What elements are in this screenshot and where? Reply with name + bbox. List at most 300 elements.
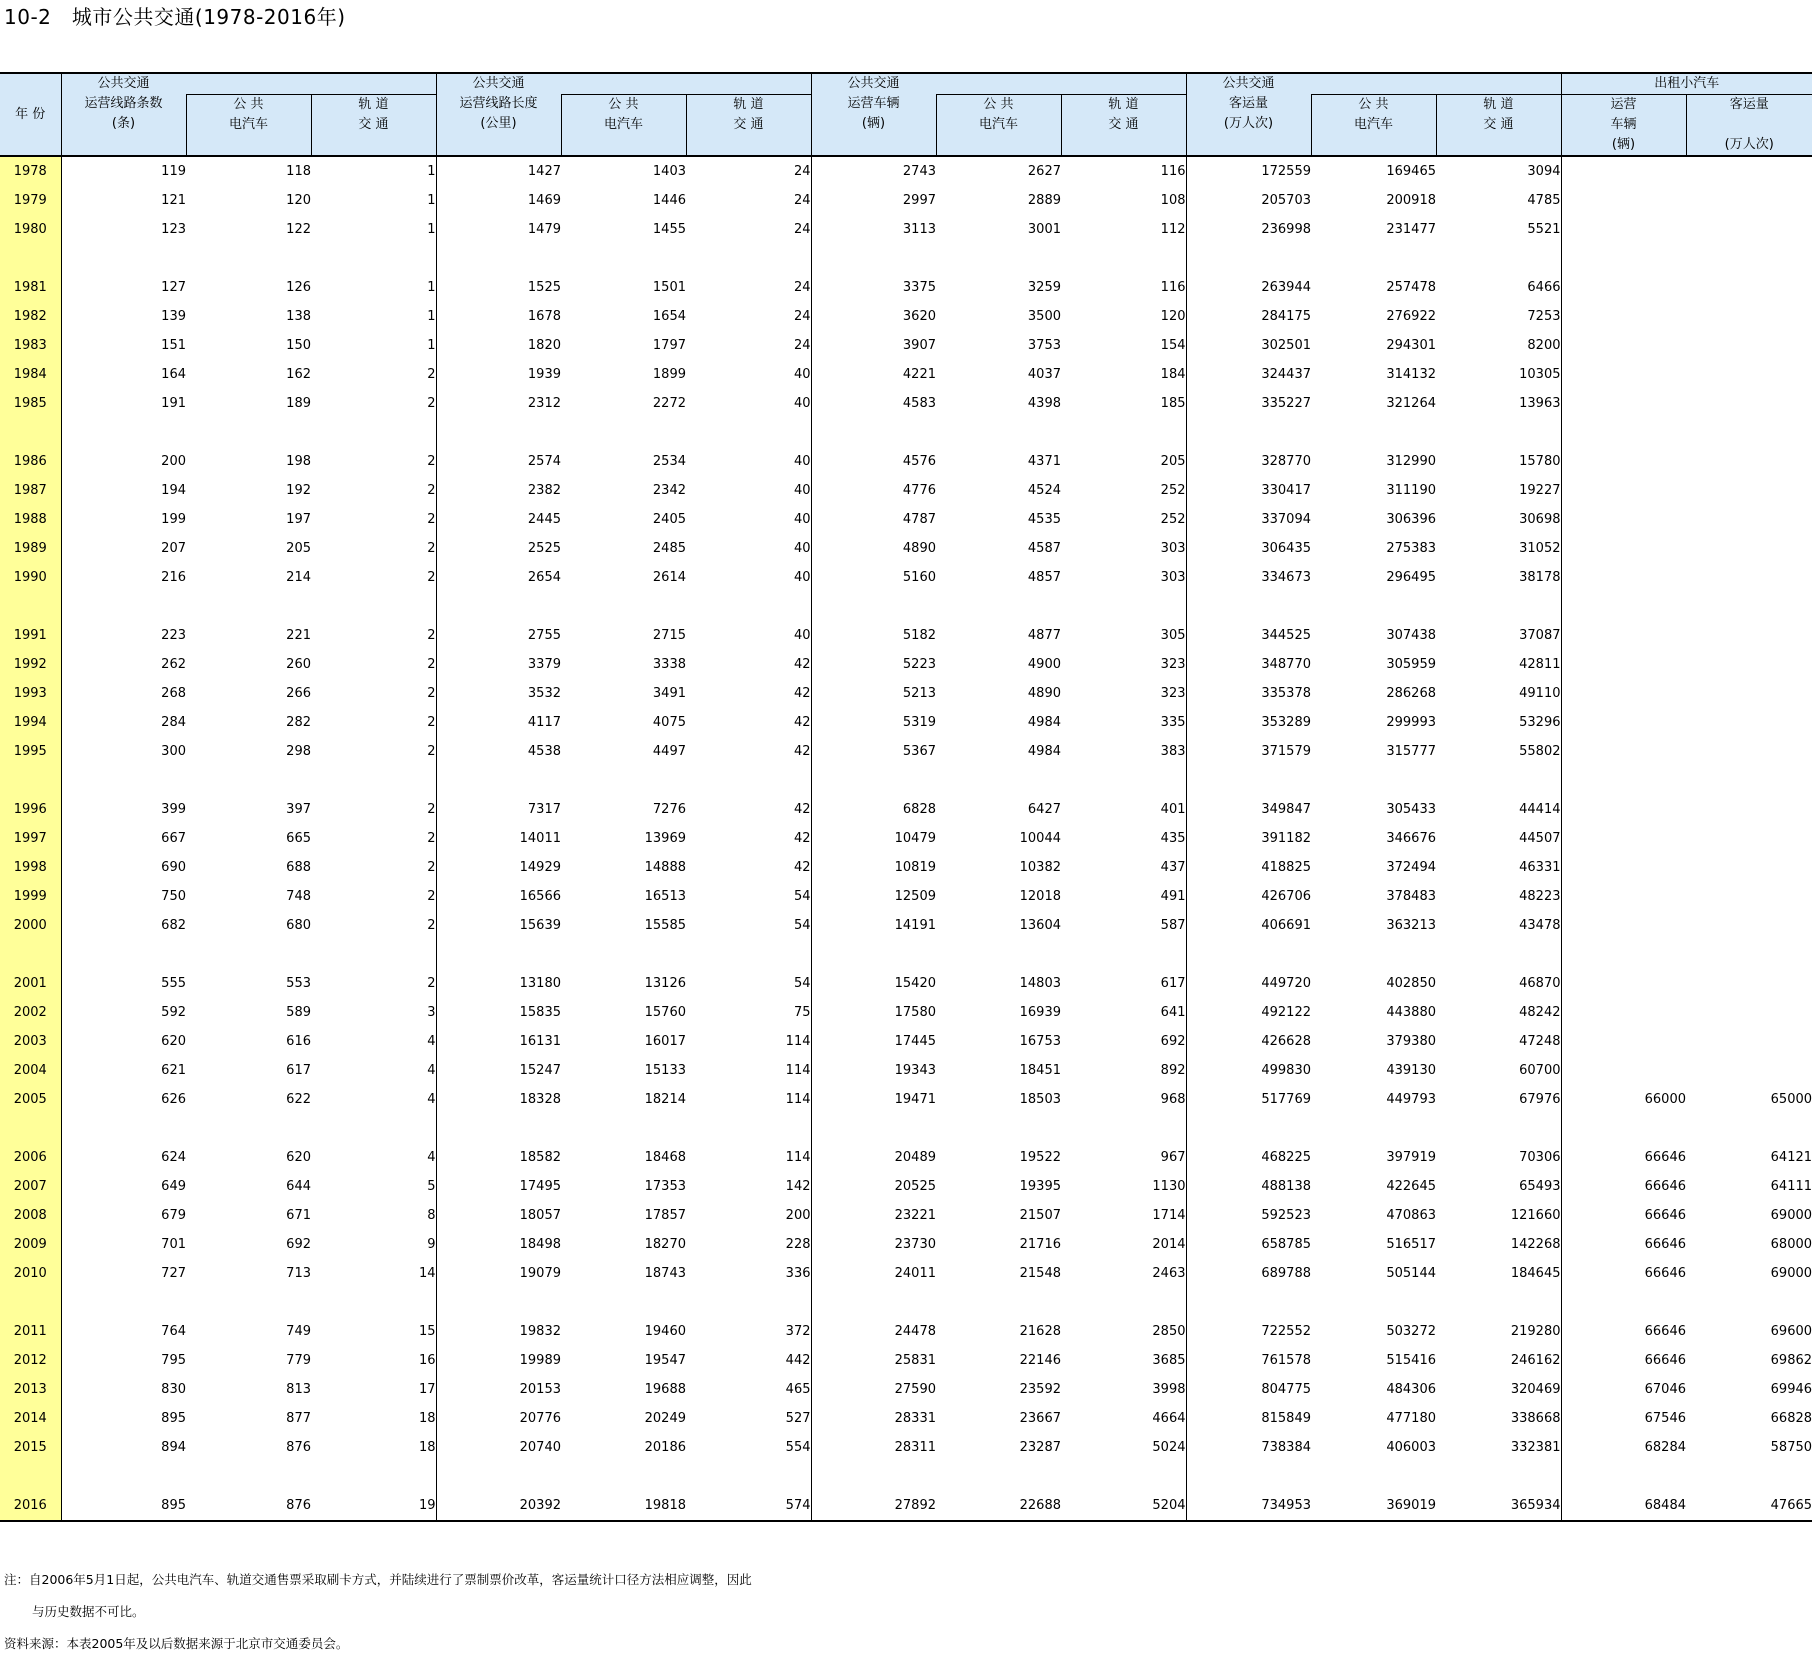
value-cell: 4576 [811, 447, 936, 476]
value-cell: 1501 [652, 280, 686, 295]
year-cell: 2016 [0, 1491, 61, 1521]
col-passengers-total-header: 公共交通 客运量 (万人次) [1186, 73, 1311, 156]
value-cell: 1 [427, 338, 436, 353]
year-cell: 1997 [0, 824, 61, 853]
spacer-cell [186, 1114, 311, 1143]
value-cell: 1446 [652, 193, 686, 208]
value-cell: 527 [785, 1411, 811, 1426]
value-cell: 426706 [1186, 882, 1311, 911]
table-row [0, 621, 1812, 650]
value-cell [1686, 534, 1812, 563]
note-line-2: 与历史数据不可比。 [32, 1604, 145, 1619]
value-cell: 4221 [811, 360, 936, 389]
value-cell [1561, 215, 1686, 244]
spacer-row [0, 1288, 1812, 1317]
value-cell: 314132 [1386, 367, 1436, 382]
col-passengers-rail-header: 轨 道 交 通 [1436, 95, 1561, 157]
value-cell: 42 [793, 802, 811, 817]
table-row [0, 911, 1812, 940]
value-cell: 620 [61, 1027, 186, 1056]
value-cell [1561, 969, 1686, 998]
spacer-cell [1561, 592, 1686, 621]
value-cell: 503272 [1386, 1324, 1436, 1339]
value-cell [1561, 360, 1686, 389]
value-cell: 49110 [1519, 686, 1561, 701]
spacer-cell [61, 766, 186, 795]
value-cell: 75 [793, 1005, 811, 1020]
value-cell: 4787 [811, 505, 936, 534]
value-cell: 484306 [1386, 1382, 1436, 1397]
spacer-cell [186, 418, 311, 447]
table-row [0, 1404, 1812, 1433]
value-cell: 1479 [436, 215, 561, 244]
value-cell: 346676 [1386, 831, 1436, 846]
spacer-row [0, 766, 1812, 795]
value-cell: 616 [286, 1034, 311, 1049]
value-cell: 4900 [1027, 657, 1061, 672]
value-cell: 1899 [652, 367, 686, 382]
value-cell: 4785 [1527, 193, 1561, 208]
spacer-cell [436, 1114, 561, 1143]
value-cell: 48223 [1519, 889, 1561, 904]
year-cell: 2006 [0, 1143, 61, 1172]
value-cell: 15639 [436, 911, 561, 940]
value-cell: 67046 [1561, 1375, 1686, 1404]
value-cell: 17495 [436, 1172, 561, 1201]
spacer-cell [1686, 418, 1812, 447]
spacer-cell [1186, 418, 1311, 447]
value-cell: 4117 [436, 708, 561, 737]
spacer-cell [1561, 1462, 1686, 1491]
spacer-cell [1186, 244, 1311, 273]
value-cell: 69000 [1770, 1266, 1812, 1281]
value-cell: 3379 [436, 650, 561, 679]
value-cell: 16 [418, 1353, 436, 1368]
spacer-cell [1186, 1462, 1311, 1491]
value-cell: 2614 [652, 570, 686, 585]
spacer-cell [61, 418, 186, 447]
value-cell: 1820 [436, 331, 561, 360]
col-length-total-header: 公共交通 运营线路长度 (公里) [436, 73, 561, 156]
year-cell: 1992 [0, 650, 61, 679]
value-cell [1561, 824, 1686, 853]
value-cell: 505144 [1386, 1266, 1436, 1281]
table-body [0, 156, 1812, 1521]
value-cell: 305433 [1386, 802, 1436, 817]
spacer-cell [1686, 244, 1812, 273]
value-cell: 205703 [1186, 186, 1311, 215]
value-cell: 348770 [1186, 650, 1311, 679]
value-cell: 18 [418, 1411, 436, 1426]
value-cell: 470863 [1386, 1208, 1436, 1223]
year-cell: 2004 [0, 1056, 61, 1085]
value-cell: 205 [286, 541, 311, 556]
value-cell: 197 [286, 512, 311, 527]
year-cell: 2013 [0, 1375, 61, 1404]
value-cell: 349847 [1186, 795, 1311, 824]
value-cell: 4664 [1152, 1411, 1186, 1426]
value-cell: 126 [286, 280, 311, 295]
value-cell: 335227 [1186, 389, 1311, 418]
value-cell: 28311 [811, 1433, 936, 1462]
value-cell: 391182 [1186, 824, 1311, 853]
value-cell: 15585 [644, 918, 686, 933]
value-cell: 3500 [1027, 309, 1061, 324]
table-row [0, 1230, 1812, 1259]
value-cell: 23221 [811, 1201, 936, 1230]
value-cell: 284175 [1186, 302, 1311, 331]
spacer-cell [811, 766, 936, 795]
value-cell: 58750 [1770, 1440, 1812, 1455]
value-cell: 223 [61, 621, 186, 650]
value-cell: 499830 [1186, 1056, 1311, 1085]
spacer-cell [561, 418, 686, 447]
value-cell: 246162 [1510, 1353, 1561, 1368]
spacer-cell [936, 1288, 1061, 1317]
spacer-cell [1686, 1288, 1812, 1317]
value-cell: 658785 [1186, 1230, 1311, 1259]
value-cell: 19688 [644, 1382, 686, 1397]
value-cell: 70306 [1519, 1150, 1561, 1165]
spacer-cell [186, 592, 311, 621]
value-cell: 383 [1160, 744, 1186, 759]
table-row [0, 389, 1812, 418]
spacer-cell [1561, 244, 1686, 273]
value-cell: 2 [427, 976, 436, 991]
value-cell: 15420 [811, 969, 936, 998]
spacer-cell [311, 592, 436, 621]
value-cell [1686, 302, 1812, 331]
value-cell [1561, 650, 1686, 679]
table-row [0, 302, 1812, 331]
spacer-cell [1061, 940, 1186, 969]
value-cell: 2312 [436, 389, 561, 418]
value-cell: 815849 [1186, 1404, 1311, 1433]
table-row [0, 824, 1812, 853]
table-row [0, 563, 1812, 592]
value-cell: 24 [793, 193, 811, 208]
value-cell: 2525 [436, 534, 561, 563]
value-cell: 2014 [1152, 1237, 1186, 1252]
value-cell: 7253 [1527, 309, 1561, 324]
value-cell: 2 [427, 541, 436, 556]
value-cell: 20392 [436, 1491, 561, 1521]
value-cell: 21548 [1019, 1266, 1061, 1281]
table-row [0, 1172, 1812, 1201]
value-cell: 399 [61, 795, 186, 824]
value-cell: 8200 [1527, 338, 1561, 353]
value-cell [1686, 1056, 1812, 1085]
value-cell: 54 [793, 889, 811, 904]
year-cell: 1994 [0, 708, 61, 737]
value-cell: 42 [793, 715, 811, 730]
value-cell: 67546 [1561, 1404, 1686, 1433]
value-cell [1561, 795, 1686, 824]
value-cell: 1455 [652, 222, 686, 237]
col-vehicles-total-header: 公共交通 运营车辆 (辆) [811, 73, 936, 156]
value-cell: 66000 [1561, 1085, 1686, 1114]
value-cell: 369019 [1311, 1491, 1436, 1521]
value-cell: 151 [61, 331, 186, 360]
value-cell [1561, 708, 1686, 737]
value-cell [1686, 737, 1812, 766]
value-cell: 24478 [811, 1317, 936, 1346]
value-cell: 2445 [436, 505, 561, 534]
value-cell [1561, 273, 1686, 302]
value-cell: 116 [1160, 164, 1186, 179]
value-cell: 266 [286, 686, 311, 701]
spacer-cell [436, 940, 561, 969]
value-cell: 40 [793, 454, 811, 469]
value-cell: 142 [785, 1179, 811, 1194]
value-cell: 328770 [1186, 447, 1311, 476]
spacer-cell [561, 1462, 686, 1491]
table-row [0, 1346, 1812, 1375]
value-cell: 968 [1160, 1092, 1186, 1107]
value-cell: 231477 [1386, 222, 1436, 237]
value-cell: 3753 [1027, 338, 1061, 353]
spacer-cell [561, 592, 686, 621]
value-cell: 3685 [1152, 1353, 1186, 1368]
spacer-cell [1061, 418, 1186, 447]
value-cell [1686, 389, 1812, 418]
value-cell [1561, 621, 1686, 650]
year-cell: 2014 [0, 1404, 61, 1433]
spacer-row [0, 1462, 1812, 1491]
spacer-cell [311, 1114, 436, 1143]
value-cell: 20740 [436, 1433, 561, 1462]
value-cell: 738384 [1186, 1433, 1311, 1462]
value-cell: 877 [286, 1411, 311, 1426]
value-cell: 1 [427, 222, 436, 237]
value-cell [1561, 186, 1686, 215]
value-cell: 468225 [1186, 1143, 1311, 1172]
notes [4, 1564, 752, 1660]
spacer-cell [811, 940, 936, 969]
value-cell: 43478 [1519, 918, 1561, 933]
value-cell: 199 [61, 505, 186, 534]
value-cell: 2405 [652, 512, 686, 527]
spacer-cell [311, 244, 436, 273]
value-cell: 641 [1160, 1005, 1186, 1020]
value-cell: 2534 [652, 454, 686, 469]
value-cell: 23287 [1019, 1440, 1061, 1455]
value-cell: 13604 [1019, 918, 1061, 933]
value-cell: 42 [793, 657, 811, 672]
value-cell: 112 [1160, 222, 1186, 237]
value-cell: 5024 [1152, 1440, 1186, 1455]
value-cell: 372494 [1386, 860, 1436, 875]
length-group-spacer [561, 73, 811, 95]
spacer-cell [686, 418, 811, 447]
value-cell: 66646 [1561, 1346, 1686, 1375]
value-cell: 19 [311, 1491, 436, 1521]
value-cell: 311190 [1386, 483, 1436, 498]
value-cell: 1654 [652, 309, 686, 324]
value-cell: 64111 [1770, 1179, 1812, 1194]
col-length-rail-header: 轨 道 交 通 [686, 95, 811, 157]
value-cell: 69862 [1770, 1353, 1812, 1368]
value-cell: 692 [286, 1237, 311, 1252]
value-cell: 200918 [1386, 193, 1436, 208]
value-cell: 19343 [811, 1056, 936, 1085]
value-cell: 554 [785, 1440, 811, 1455]
value-cell: 169465 [1386, 164, 1436, 179]
value-cell: 2654 [436, 563, 561, 592]
table-row [0, 534, 1812, 563]
value-cell: 19818 [561, 1491, 686, 1521]
value-cell: 118 [286, 164, 311, 179]
spacer-cell [186, 1288, 311, 1317]
spacer-cell [186, 766, 311, 795]
page-title: 10-2 城市公共交通(1978-2016年) [4, 5, 346, 29]
value-cell: 19227 [1519, 483, 1561, 498]
value-cell: 6828 [811, 795, 936, 824]
value-cell: 397919 [1386, 1150, 1436, 1165]
col-vehicles-bus-header: 公 共 电汽车 [936, 95, 1061, 157]
value-cell: 335378 [1186, 679, 1311, 708]
value-cell: 418825 [1186, 853, 1311, 882]
value-cell: 21628 [1019, 1324, 1061, 1339]
year-spacer-cell [0, 940, 61, 969]
spacer-cell [1686, 1114, 1812, 1143]
spacer-cell [1311, 1462, 1436, 1491]
value-cell: 65493 [1519, 1179, 1561, 1194]
value-cell [1686, 998, 1812, 1027]
value-cell: 2 [427, 396, 436, 411]
value-cell: 312990 [1386, 454, 1436, 469]
value-cell: 353289 [1186, 708, 1311, 737]
value-cell: 5319 [811, 708, 936, 737]
value-cell: 2574 [436, 447, 561, 476]
value-cell: 665 [286, 831, 311, 846]
spacer-cell [1561, 940, 1686, 969]
value-cell: 701 [61, 1230, 186, 1259]
spacer-cell [61, 1114, 186, 1143]
value-cell [1561, 679, 1686, 708]
value-cell: 263944 [1186, 273, 1311, 302]
value-cell: 2850 [1152, 1324, 1186, 1339]
value-cell: 120 [286, 193, 311, 208]
table-row [0, 1375, 1812, 1404]
value-cell: 488138 [1186, 1172, 1311, 1201]
spacer-cell [811, 1288, 936, 1317]
value-cell [1561, 998, 1686, 1027]
table-row [0, 737, 1812, 766]
value-cell [1686, 215, 1812, 244]
value-cell: 66828 [1770, 1411, 1812, 1426]
value-cell: 3491 [652, 686, 686, 701]
value-cell [1561, 534, 1686, 563]
value-cell: 15247 [436, 1056, 561, 1085]
value-cell: 20489 [811, 1143, 936, 1172]
value-cell [1561, 331, 1686, 360]
value-cell: 2485 [652, 541, 686, 556]
spacer-row [0, 418, 1812, 447]
table-row [0, 998, 1812, 1027]
value-cell: 18582 [436, 1143, 561, 1172]
value-cell: 2272 [652, 396, 686, 411]
value-cell: 16017 [644, 1034, 686, 1049]
value-cell [1686, 505, 1812, 534]
value-cell: 46870 [1519, 976, 1561, 991]
value-cell: 40 [793, 483, 811, 498]
value-cell: 18743 [644, 1266, 686, 1281]
spacer-cell [936, 244, 1061, 273]
value-cell: 465 [785, 1382, 811, 1397]
value-cell: 2 [427, 918, 436, 933]
year-spacer-cell [0, 244, 61, 273]
year-spacer-cell [0, 418, 61, 447]
value-cell: 16753 [1019, 1034, 1061, 1049]
value-cell: 17353 [644, 1179, 686, 1194]
spacer-cell [936, 1114, 1061, 1143]
value-cell: 437 [1160, 860, 1186, 875]
value-cell: 338668 [1510, 1411, 1561, 1426]
value-cell: 1403 [652, 164, 686, 179]
col-routes-rail-header: 轨 道 交 通 [311, 95, 436, 157]
year-cell: 2009 [0, 1230, 61, 1259]
year-cell: 1979 [0, 186, 61, 215]
spacer-cell [686, 1462, 811, 1491]
value-cell: 48242 [1519, 1005, 1561, 1020]
value-cell [1686, 853, 1812, 882]
spacer-cell [436, 418, 561, 447]
value-cell: 17857 [644, 1208, 686, 1223]
value-cell: 47248 [1519, 1034, 1561, 1049]
spacer-cell [61, 592, 186, 621]
value-cell: 22688 [936, 1491, 1061, 1521]
value-cell [1686, 650, 1812, 679]
taxi-group-header: 出租小汽车 [1561, 73, 1812, 95]
value-cell: 688 [286, 860, 311, 875]
spacer-cell [811, 1114, 936, 1143]
value-cell: 66646 [1561, 1230, 1686, 1259]
value-cell [1561, 389, 1686, 418]
year-cell: 1993 [0, 679, 61, 708]
value-cell [1561, 1027, 1686, 1056]
value-cell: 315777 [1386, 744, 1436, 759]
value-cell: 894 [61, 1433, 186, 1462]
value-cell: 4857 [1027, 570, 1061, 585]
value-cell: 40 [793, 396, 811, 411]
value-cell: 18214 [644, 1092, 686, 1107]
value-cell: 449793 [1386, 1092, 1436, 1107]
value-cell: 252 [1160, 483, 1186, 498]
year-cell: 1983 [0, 331, 61, 360]
value-cell: 286268 [1386, 686, 1436, 701]
value-cell: 3620 [811, 302, 936, 331]
value-cell: 9 [427, 1237, 436, 1252]
value-cell: 16513 [644, 889, 686, 904]
value-cell: 53296 [1519, 715, 1561, 730]
spacer-cell [436, 1462, 561, 1491]
spacer-cell [1061, 244, 1186, 273]
value-cell: 294301 [1386, 338, 1436, 353]
spacer-cell [561, 940, 686, 969]
value-cell: 6427 [1027, 802, 1061, 817]
value-cell: 2342 [652, 483, 686, 498]
value-cell: 219280 [1510, 1324, 1561, 1339]
value-cell: 18468 [644, 1150, 686, 1165]
value-cell: 22146 [1019, 1353, 1061, 1368]
value-cell [1561, 563, 1686, 592]
value-cell: 4371 [1027, 454, 1061, 469]
value-cell: 2997 [811, 186, 936, 215]
value-cell: 18503 [1019, 1092, 1061, 1107]
value-cell: 617 [286, 1063, 311, 1078]
value-cell: 7317 [436, 795, 561, 824]
